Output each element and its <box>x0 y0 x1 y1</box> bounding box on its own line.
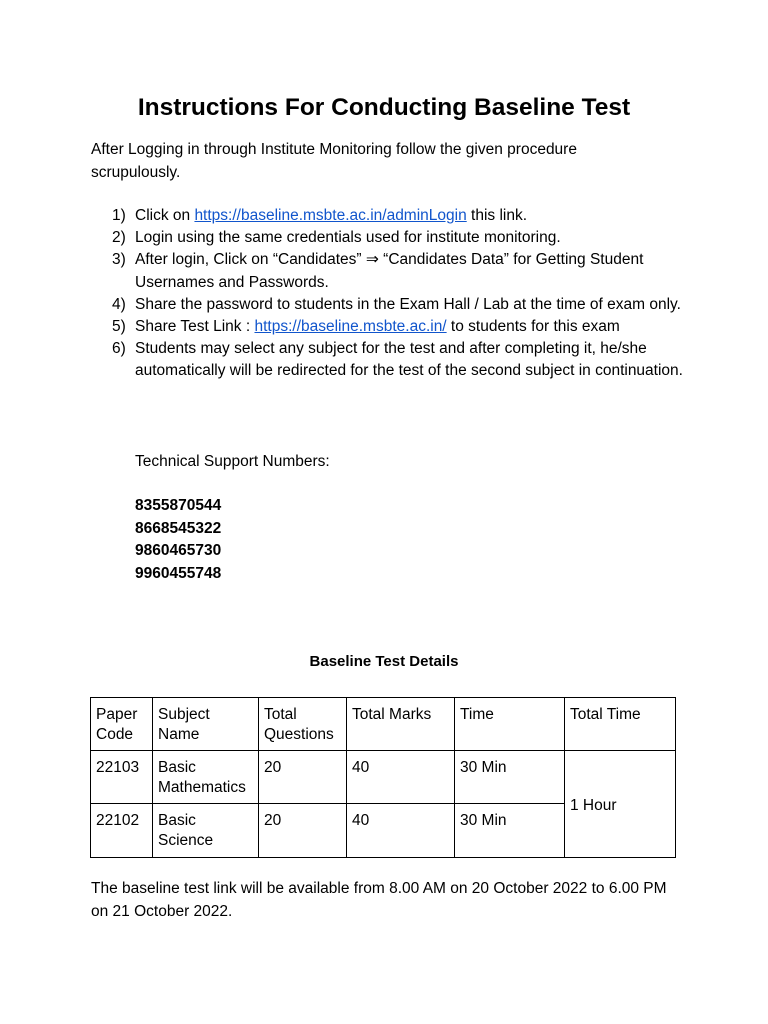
table-cell: 30 Min <box>455 751 565 804</box>
step-item-5 <box>91 316 691 338</box>
step-text: After login, Click on “Candidates” ⇒ “Candidates Data” for Getting Student Usernames and Passwords. <box>135 251 644 291</box>
support-numbers <box>135 495 221 585</box>
table-cell: 40 <box>347 804 455 858</box>
table-cell: Basic Science <box>153 804 259 858</box>
step-text: this link. <box>466 207 528 224</box>
step-text: Login using the same credentials used for institute monitoring. <box>135 229 561 247</box>
step-item-1 <box>91 205 691 227</box>
header-cell: Total Marks <box>347 698 455 751</box>
table-cell: 20 <box>259 804 347 858</box>
phone-number: 8668545322 <box>135 519 222 537</box>
table-cell: 40 <box>347 751 455 804</box>
total-time-cell: 1 Hour <box>565 751 676 858</box>
admin-login-link[interactable]: https://baseline.msbte.ac.in/adminLogin <box>194 207 467 224</box>
step-item-4 <box>91 294 691 316</box>
header-cell: Subject Name <box>153 698 259 751</box>
test-link[interactable]: https://baseline.msbte.ac.in/ <box>254 318 447 336</box>
table-cell: 20 <box>259 751 347 804</box>
table-cell: 22102 <box>91 804 153 858</box>
table-cell: 22103 <box>91 751 153 804</box>
step-text: Share Test Link : <box>135 318 255 336</box>
header-cell: Total Questions <box>259 698 347 751</box>
step-number: 6) <box>112 340 126 358</box>
page-title: Instructions For Conducting Baseline Test <box>137 94 631 121</box>
step-number: 3) <box>112 251 126 269</box>
table-cell: 30 Min <box>455 804 565 858</box>
step-text: Students may select any subject for the test and after completing it, he/she automatically will be redirected for the test of the second subject in continuation. <box>135 340 683 380</box>
availability-note: The baseline test link will be available from 8.00 AM on 20 October 2022 to 6.00 PM on 21 October 2022. <box>91 880 667 920</box>
table-header-row <box>91 698 676 751</box>
instruction-steps <box>91 205 691 383</box>
table-cell: Basic Mathematics <box>153 751 259 804</box>
step-number: 4) <box>112 295 126 313</box>
step-text: to students for this exam <box>446 318 620 336</box>
phone-number: 9860465730 <box>135 542 222 559</box>
step-text: Share the password to students in the Exam Hall / Lab at the time of exam only. <box>135 295 681 313</box>
table-row <box>91 751 676 804</box>
header-cell: Paper Code <box>91 698 153 751</box>
phone-number: 8355870544 <box>135 497 222 514</box>
header-cell: Time <box>455 698 565 751</box>
table-title: Baseline Test Details <box>309 653 459 670</box>
support-heading: Technical Support Numbers: <box>135 453 330 470</box>
step-item-6 <box>91 338 691 382</box>
phone-number: 9960455748 <box>135 564 222 582</box>
step-text: Click on <box>135 207 195 224</box>
baseline-test-table <box>90 697 676 858</box>
step-number: 1) <box>112 207 126 224</box>
step-number: 5) <box>112 318 126 336</box>
step-item-3 <box>91 249 691 293</box>
header-cell: Total Time <box>565 698 676 751</box>
step-number: 2) <box>112 229 126 247</box>
step-item-2 <box>91 227 691 249</box>
intro-paragraph: After Logging in through Institute Monitoring follow the given procedure scrupulously. <box>91 141 577 181</box>
